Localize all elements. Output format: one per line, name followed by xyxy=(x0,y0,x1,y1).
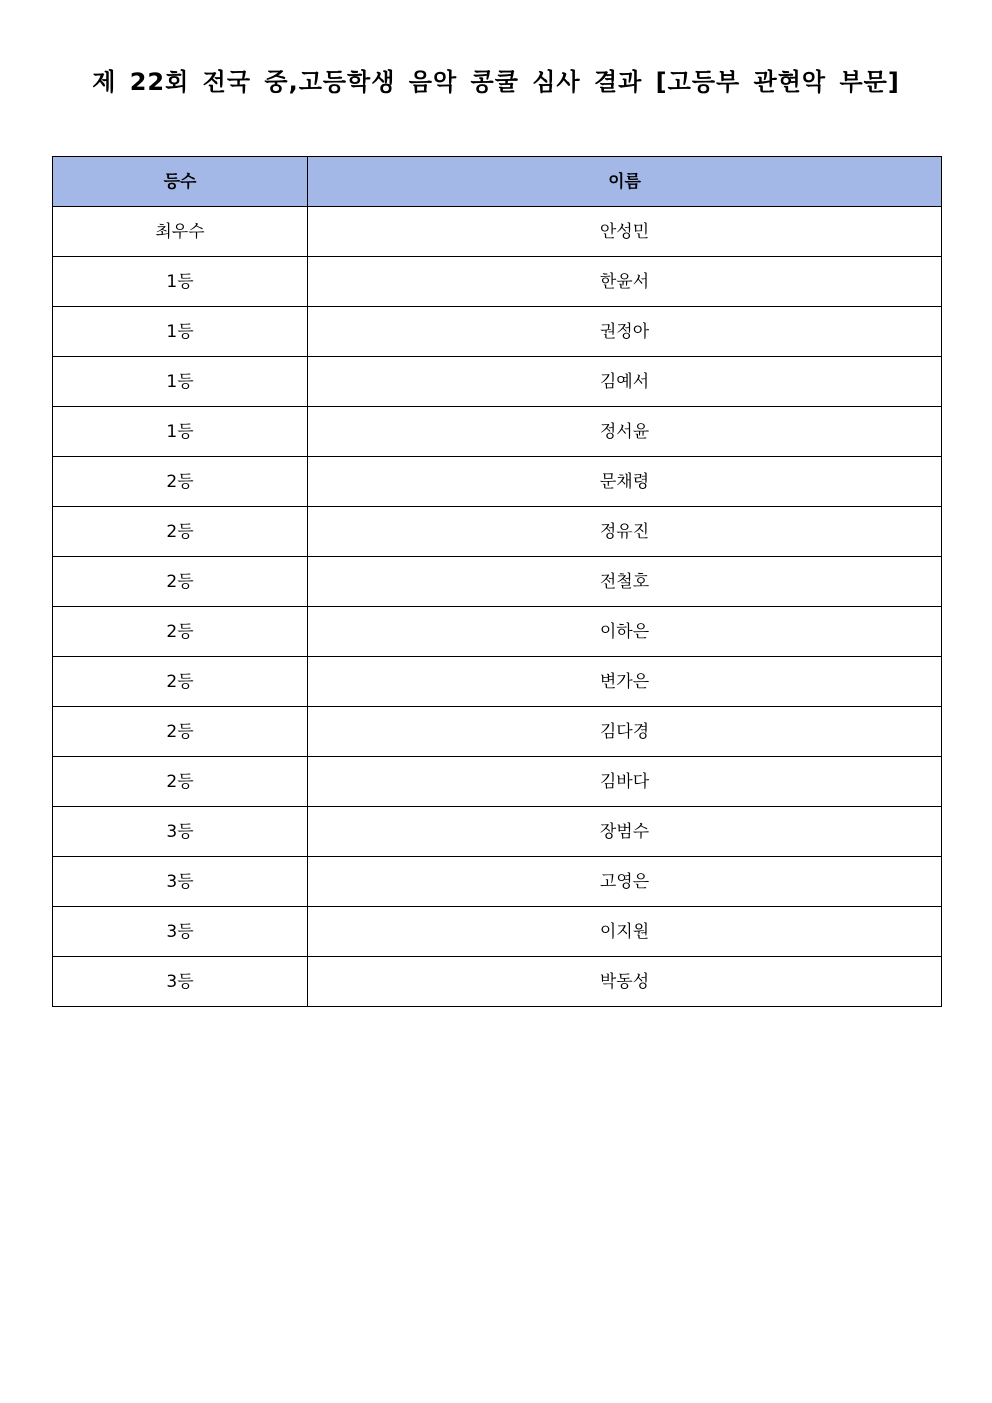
rank-cell: 1등 xyxy=(53,257,308,307)
rank-cell: 2등 xyxy=(53,507,308,557)
name-cell: 정유진 xyxy=(308,507,942,557)
name-cell: 정서윤 xyxy=(308,407,942,457)
name-cell: 안성민 xyxy=(308,207,942,257)
name-cell: 변가은 xyxy=(308,657,942,707)
rank-cell: 3등 xyxy=(53,907,308,957)
table-row xyxy=(53,807,942,857)
rank-cell: 3등 xyxy=(53,957,308,1007)
rank-cell: 2등 xyxy=(53,757,308,807)
name-cell: 김다경 xyxy=(308,707,942,757)
rank-cell: 3등 xyxy=(53,857,308,907)
rank-cell: 2등 xyxy=(53,657,308,707)
name-cell: 장범수 xyxy=(308,807,942,857)
column-header-name: 이름 xyxy=(308,157,942,207)
table-row xyxy=(53,257,942,307)
name-cell: 김예서 xyxy=(308,357,942,407)
table-row xyxy=(53,607,942,657)
table-row xyxy=(53,307,942,357)
name-cell: 이지원 xyxy=(308,907,942,957)
table-row xyxy=(53,207,942,257)
table-row xyxy=(53,407,942,457)
rank-cell: 1등 xyxy=(53,307,308,357)
rank-cell: 2등 xyxy=(53,557,308,607)
table-row xyxy=(53,357,942,407)
table-header xyxy=(53,157,942,207)
rank-cell: 1등 xyxy=(53,407,308,457)
name-cell: 고영은 xyxy=(308,857,942,907)
results-table xyxy=(52,156,942,1007)
table-row xyxy=(53,857,942,907)
rank-cell: 1등 xyxy=(53,357,308,407)
table-row xyxy=(53,457,942,507)
table-body xyxy=(53,207,942,1007)
table-row xyxy=(53,957,942,1007)
name-cell: 김바다 xyxy=(308,757,942,807)
name-cell: 문채령 xyxy=(308,457,942,507)
table-row xyxy=(53,907,942,957)
rank-cell: 2등 xyxy=(53,707,308,757)
table-row xyxy=(53,707,942,757)
page-title: 제 22회 전국 중,고등학생 음악 콩쿨 심사 결과 [고등부 관현악 부문] xyxy=(92,68,900,96)
table-row xyxy=(53,757,942,807)
rank-cell: 2등 xyxy=(53,607,308,657)
table-row xyxy=(53,507,942,557)
table-row xyxy=(53,557,942,607)
table-header-row xyxy=(53,157,942,207)
name-cell: 권정아 xyxy=(308,307,942,357)
name-cell: 전철호 xyxy=(308,557,942,607)
table-row xyxy=(53,657,942,707)
column-header-rank: 등수 xyxy=(53,157,308,207)
name-cell: 박동성 xyxy=(308,957,942,1007)
rank-cell: 2등 xyxy=(53,457,308,507)
rank-cell: 3등 xyxy=(53,807,308,857)
name-cell: 한윤서 xyxy=(308,257,942,307)
name-cell: 이하은 xyxy=(308,607,942,657)
rank-cell: 최우수 xyxy=(53,207,308,257)
